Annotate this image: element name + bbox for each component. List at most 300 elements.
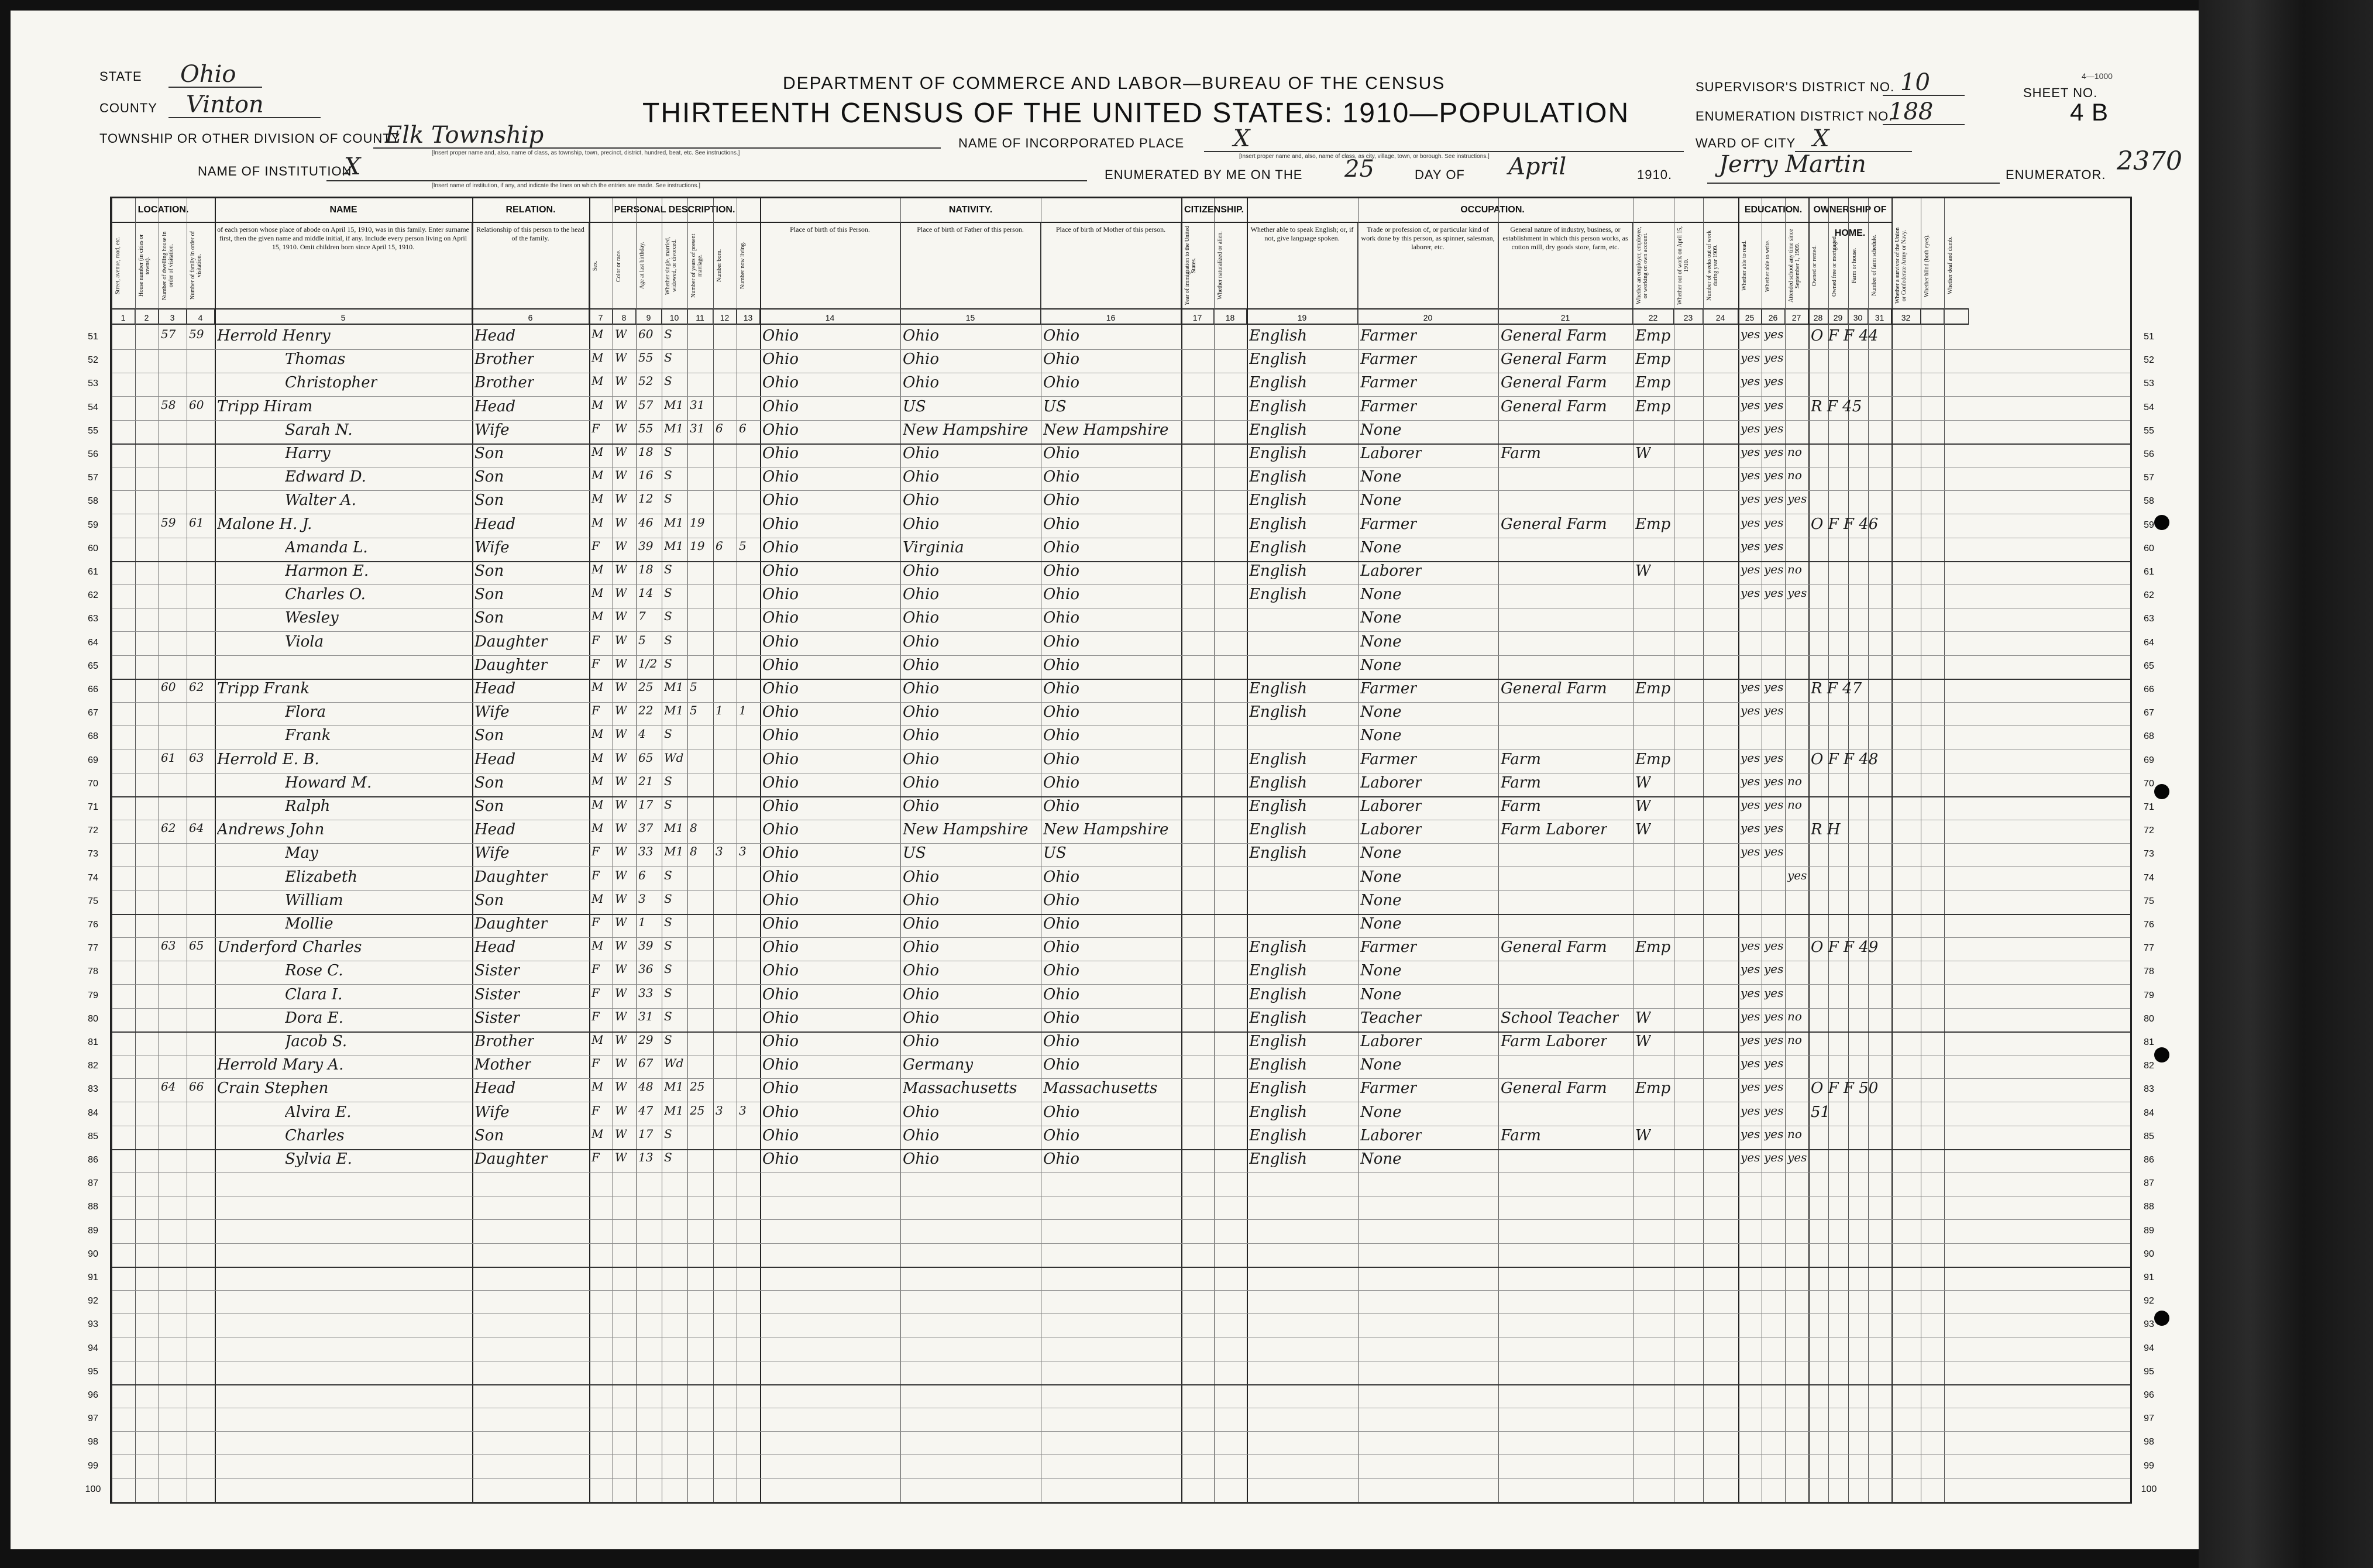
- scan-edge: [2199, 0, 2373, 1568]
- cell-sex: M: [591, 515, 604, 529]
- table-row: [88, 867, 2154, 891]
- cell-pob_person: Ohio: [762, 915, 799, 933]
- cell-write: yes: [1764, 468, 1784, 483]
- table-row: [88, 1078, 2154, 1102]
- cell-name: Charles: [285, 1126, 345, 1144]
- column-number: 2: [135, 308, 159, 325]
- cell-school: no: [1787, 797, 1802, 811]
- table-row: [88, 1172, 2154, 1196]
- cell-trade: Laborer: [1360, 821, 1422, 839]
- cell-name: Edward D.: [285, 468, 366, 486]
- line-number-left: 69: [88, 755, 98, 765]
- cell-relation: Head: [474, 515, 516, 533]
- cell-school: no: [1787, 773, 1802, 788]
- cell-race: W: [615, 1033, 627, 1047]
- cell-language: English: [1249, 844, 1308, 862]
- line-number-left: 52: [88, 355, 98, 366]
- table-row: [88, 608, 2154, 632]
- table-row: [88, 1455, 2154, 1479]
- table-row: [88, 1431, 2154, 1455]
- cell-pob_mother: Ohio: [1043, 491, 1080, 510]
- cell-race: W: [615, 1009, 627, 1023]
- cell-pob_father: Ohio: [903, 797, 940, 815]
- cell-sex: M: [591, 727, 604, 741]
- line-number-left: 73: [88, 849, 98, 859]
- cell-pob_person: Ohio: [762, 350, 799, 369]
- cell-read: yes: [1741, 1033, 1760, 1047]
- cell-relation: Head: [474, 327, 516, 345]
- column-header-house: House number (in cities or towns).: [135, 223, 159, 308]
- cell-write: yes: [1764, 985, 1784, 1000]
- cell-years_married: 31: [690, 421, 705, 435]
- cell-pob_person: Ohio: [762, 491, 799, 510]
- cell-write: yes: [1764, 350, 1784, 365]
- cell-family: 64: [189, 821, 204, 835]
- line-number-left: 99: [88, 1460, 98, 1471]
- cell-employer: W: [1635, 773, 1651, 792]
- cell-family: 65: [189, 938, 204, 953]
- cell-owned: O F F 46: [1811, 515, 1879, 533]
- line-number-right: 89: [2144, 1225, 2154, 1236]
- cell-write: yes: [1764, 515, 1784, 529]
- cell-write: yes: [1764, 773, 1784, 788]
- cell-race: W: [615, 985, 627, 1000]
- cell-pob_mother: Ohio: [1043, 891, 1080, 909]
- cell-pob_person: Ohio: [762, 468, 799, 486]
- line-number-right: 98: [2144, 1437, 2154, 1447]
- column-number: 11: [687, 308, 713, 325]
- line-number-right: 79: [2144, 990, 2154, 1000]
- line-number-left: 83: [88, 1084, 98, 1095]
- cell-name: Charles O.: [285, 586, 366, 604]
- cell-relation: Son: [474, 1126, 504, 1144]
- table-row: [88, 538, 2154, 562]
- cell-age: 14: [638, 586, 654, 600]
- column-header-mortgaged: Owned free or mortgaged.: [1828, 223, 1848, 308]
- cell-language: English: [1249, 350, 1308, 369]
- line-number-right: 100: [2141, 1484, 2157, 1494]
- cell-marital: Wd: [664, 750, 684, 765]
- institution-label: NAME OF INSTITUTION: [198, 164, 352, 178]
- line-number-left: 92: [88, 1296, 98, 1306]
- cell-pob_person: Ohio: [762, 562, 799, 580]
- cell-family: 62: [189, 680, 204, 694]
- cell-pob_person: Ohio: [762, 609, 799, 627]
- enum-district-value: 188: [1889, 98, 1934, 125]
- cell-pob_mother: Ohio: [1043, 985, 1080, 1003]
- cell-write: yes: [1764, 844, 1784, 859]
- line-number-right: 72: [2144, 826, 2154, 836]
- cell-pob_person: Ohio: [762, 397, 799, 415]
- table-row: [88, 1008, 2154, 1033]
- line-number-right: 93: [2144, 1319, 2154, 1330]
- table-row: [88, 584, 2154, 608]
- cell-pob_father: Germany: [903, 1056, 974, 1074]
- cell-marital: M1: [664, 821, 684, 835]
- cell-sex: M: [591, 562, 604, 576]
- line-number-right: 91: [2144, 1273, 2154, 1282]
- cell-language: English: [1249, 821, 1308, 839]
- cell-read: yes: [1741, 327, 1760, 341]
- cell-race: W: [615, 891, 627, 906]
- line-number-left: 90: [88, 1249, 98, 1259]
- cell-employer: Emp: [1635, 327, 1671, 345]
- cell-age: 48: [638, 1079, 654, 1094]
- line-number-left: 76: [88, 920, 98, 930]
- cell-industry: General Farm: [1501, 515, 1607, 533]
- cell-language: English: [1249, 1033, 1308, 1050]
- cell-trade: Farmer: [1360, 1079, 1417, 1098]
- enumerated-label: ENUMERATED BY ME ON THE: [1105, 167, 1303, 182]
- cell-pob_person: Ohio: [762, 703, 799, 721]
- table-row: [88, 326, 2154, 350]
- cell-marital: S: [664, 915, 672, 929]
- cell-owned: R F 47: [1811, 680, 1862, 697]
- cell-marital: S: [664, 632, 672, 647]
- cell-sex: M: [591, 680, 604, 694]
- table-row: [88, 467, 2154, 491]
- line-number-right: 86: [2144, 1155, 2154, 1165]
- cell-name: Malone H. J.: [217, 515, 312, 533]
- cell-race: W: [615, 962, 627, 976]
- cell-pob_person: Ohio: [762, 680, 799, 697]
- column-number: 24: [1703, 308, 1738, 325]
- line-number-right: 52: [2144, 355, 2154, 366]
- line-number-right: 96: [2144, 1390, 2154, 1400]
- line-number-left: 77: [88, 943, 98, 954]
- cell-name: Underford Charles: [217, 938, 362, 957]
- cell-pob_father: Ohio: [903, 491, 940, 510]
- cell-living: 1: [739, 703, 747, 718]
- cell-pob_person: Ohio: [762, 1033, 799, 1050]
- cell-industry: Farm: [1501, 750, 1541, 768]
- cell-years_married: 8: [690, 844, 697, 859]
- cell-race: W: [615, 915, 627, 929]
- cell-age: 3: [638, 891, 646, 906]
- line-number-right: 84: [2144, 1108, 2154, 1118]
- line-number-right: 70: [2144, 778, 2154, 789]
- cell-marital: M1: [664, 1079, 684, 1094]
- line-number-right: 87: [2144, 1178, 2154, 1189]
- cell-write: yes: [1764, 750, 1784, 765]
- cell-sex: M: [591, 397, 604, 412]
- cell-name: Howard M.: [285, 773, 372, 792]
- cell-relation: Son: [474, 586, 504, 604]
- cell-relation: Brother: [474, 374, 535, 392]
- cell-age: 60: [638, 327, 654, 341]
- cell-dwelling: 57: [161, 327, 176, 341]
- column-number: 28: [1808, 308, 1828, 325]
- line-number-left: 81: [88, 1037, 98, 1047]
- cell-read: yes: [1741, 586, 1760, 600]
- column-number: 7: [589, 308, 613, 325]
- cell-pob_person: Ohio: [762, 844, 799, 862]
- cell-marital: Wd: [664, 1056, 684, 1071]
- cell-marital: S: [664, 962, 672, 976]
- cell-dwelling: 63: [161, 938, 176, 953]
- cell-relation: Son: [474, 445, 504, 462]
- cell-age: 39: [638, 538, 654, 553]
- table-row: [88, 843, 2154, 867]
- cell-sex: F: [591, 985, 600, 1000]
- cell-relation: Head: [474, 750, 516, 768]
- cell-read: yes: [1741, 468, 1760, 483]
- line-number-left: 100: [85, 1484, 101, 1494]
- cell-pob_father: Ohio: [903, 1103, 940, 1121]
- cell-name: Dora E.: [285, 1009, 343, 1027]
- cell-sex: M: [591, 938, 604, 953]
- column-number: 14: [760, 308, 900, 325]
- cell-age: 67: [638, 1056, 654, 1071]
- cell-born: 3: [716, 844, 723, 859]
- cell-read: yes: [1741, 491, 1760, 506]
- cell-trade: None: [1360, 915, 1402, 933]
- cell-name: Tripp Hiram: [217, 397, 313, 415]
- cell-trade: None: [1360, 1150, 1402, 1168]
- cell-school: no: [1787, 1126, 1802, 1141]
- cell-age: 37: [638, 821, 654, 835]
- cell-pob_person: Ohio: [762, 750, 799, 768]
- line-number-left: 64: [88, 637, 98, 648]
- cell-race: W: [615, 515, 627, 529]
- cell-write: yes: [1764, 327, 1784, 341]
- column-number: 16: [1041, 308, 1181, 325]
- line-number-right: 58: [2144, 496, 2154, 507]
- column-header-immigration: Year of immigration to the United States.: [1181, 223, 1214, 308]
- day-of-label: DAY OF: [1415, 167, 1465, 182]
- cell-pob_person: Ohio: [762, 586, 799, 604]
- cell-race: W: [615, 632, 627, 647]
- table-row: [88, 679, 2154, 703]
- cell-write: yes: [1764, 491, 1784, 506]
- census-grid: [85, 197, 2157, 1504]
- cell-pob_mother: Ohio: [1043, 1150, 1080, 1168]
- table-row: [88, 796, 2154, 820]
- cell-owned: O F F 49: [1811, 938, 1879, 957]
- cell-pob_father: Ohio: [903, 515, 940, 533]
- cell-pob_mother: Ohio: [1043, 1033, 1080, 1050]
- cell-read: yes: [1741, 350, 1760, 365]
- cell-dwelling: 62: [161, 821, 176, 835]
- cell-pob_mother: Ohio: [1043, 962, 1080, 980]
- table-row: [88, 1196, 2154, 1220]
- cell-trade: Farmer: [1360, 515, 1417, 533]
- table-row: [88, 773, 2154, 797]
- cell-pob_father: Ohio: [903, 1009, 940, 1027]
- table-row: [88, 1149, 2154, 1173]
- cell-trade: None: [1360, 468, 1402, 486]
- table-row: [88, 1408, 2154, 1432]
- cell-pob_person: Ohio: [762, 445, 799, 462]
- line-number-left: 62: [88, 590, 98, 601]
- cell-sex: M: [591, 773, 604, 788]
- cell-read: yes: [1741, 1103, 1760, 1117]
- cell-relation: Son: [474, 727, 504, 745]
- table-row: [88, 985, 2154, 1009]
- line-number-right: 80: [2144, 1013, 2154, 1024]
- sheet-value: 4 B: [2070, 98, 2109, 126]
- line-number-left: 74: [88, 872, 98, 883]
- department-title: DEPARTMENT OF COMMERCE AND LABOR—BUREAU OF THE CENSUS: [783, 74, 1446, 93]
- column-number: 23: [1674, 308, 1703, 325]
- column-number: 29: [1828, 308, 1848, 325]
- table-row: [88, 1220, 2154, 1244]
- table-row: [88, 1337, 2154, 1361]
- cell-pob_father: Virginia: [903, 538, 964, 556]
- cell-sex: M: [591, 1126, 604, 1141]
- column-number: 25: [1738, 308, 1762, 325]
- cell-pob_mother: Ohio: [1043, 609, 1080, 627]
- cell-pob_mother: Ohio: [1043, 915, 1080, 933]
- cell-trade: None: [1360, 1056, 1402, 1074]
- cell-sex: M: [591, 468, 604, 483]
- column-number: 12: [713, 308, 737, 325]
- line-number-right: 94: [2144, 1343, 2154, 1353]
- cell-sex: F: [591, 962, 600, 976]
- cell-relation: Wife: [474, 703, 510, 721]
- cell-sex: F: [591, 421, 600, 435]
- line-number-left: 54: [88, 402, 98, 412]
- column-number: 10: [662, 308, 687, 325]
- cell-race: W: [615, 1079, 627, 1094]
- cell-language: English: [1249, 1079, 1308, 1098]
- line-number-right: 92: [2144, 1296, 2154, 1306]
- county-line: [168, 117, 321, 118]
- cell-pob_person: Ohio: [762, 773, 799, 792]
- group-header-occupation: OCCUPATION.: [1247, 198, 1739, 223]
- cell-trade: Laborer: [1360, 445, 1422, 462]
- cell-trade: Farmer: [1360, 327, 1417, 345]
- column-header-school: Attended school any time since September 1, 1909.: [1785, 223, 1808, 308]
- cell-read: yes: [1741, 797, 1760, 811]
- cell-age: 17: [638, 1126, 654, 1141]
- cell-read: yes: [1741, 374, 1760, 388]
- line-number-left: 97: [88, 1414, 98, 1424]
- column-number: 4: [187, 308, 215, 325]
- column-number: 31: [1868, 308, 1891, 325]
- cell-race: W: [615, 350, 627, 365]
- column-header-trade: Trade or profession of, or particular kind of work done by this person, as spinner, salesman, laborer, etc.: [1358, 223, 1498, 308]
- cell-industry: Farm Laborer: [1501, 1033, 1608, 1050]
- line-number-left: 78: [88, 967, 98, 977]
- cell-dwelling: 64: [161, 1079, 176, 1094]
- cell-pob_father: Ohio: [903, 1150, 940, 1168]
- cell-read: yes: [1741, 1079, 1760, 1094]
- state-value: Ohio: [180, 61, 236, 88]
- cell-pob_father: Ohio: [903, 680, 940, 697]
- line-number-right: 90: [2144, 1249, 2154, 1259]
- cell-write: yes: [1764, 1150, 1784, 1164]
- cell-sex: M: [591, 797, 604, 811]
- cell-employer: Emp: [1635, 750, 1671, 768]
- cell-trade: Laborer: [1360, 773, 1422, 792]
- ward-label: WARD OF CITY: [1696, 136, 1796, 150]
- table-row: [88, 632, 2154, 656]
- line-number-right: 74: [2144, 872, 2154, 883]
- column-header-living: Number now living.: [737, 223, 760, 308]
- enum-district-line: [1883, 124, 1965, 125]
- cell-pob_father: Ohio: [903, 868, 940, 886]
- cell-dwelling: 60: [161, 680, 176, 694]
- table-row: [88, 514, 2154, 538]
- line-number-right: 66: [2144, 685, 2154, 694]
- township-value: Elk Township: [385, 122, 544, 149]
- cell-language: English: [1249, 1150, 1308, 1168]
- cell-name: Herrold E. B.: [217, 750, 319, 768]
- column-header-farm_house: Farm or house.: [1848, 223, 1868, 308]
- cell-language: English: [1249, 703, 1308, 721]
- column-number: 32: [1891, 308, 1921, 325]
- cell-relation: Sister: [474, 1009, 520, 1027]
- line-number-left: 91: [88, 1273, 98, 1282]
- line-number-left: 66: [88, 685, 98, 694]
- cell-years_married: 25: [690, 1103, 705, 1117]
- incorporated-label: NAME OF INCORPORATED PLACE: [958, 136, 1185, 150]
- cell-marital: S: [664, 586, 672, 600]
- line-number-left: 87: [88, 1178, 98, 1189]
- cell-age: 6: [638, 868, 646, 882]
- line-number-left: 95: [88, 1366, 98, 1377]
- cell-school: yes: [1787, 491, 1807, 506]
- table-row: [88, 914, 2154, 938]
- cell-years_married: 19: [690, 538, 705, 553]
- line-number-right: 95: [2144, 1366, 2154, 1377]
- table-row: [88, 1102, 2154, 1126]
- cell-sex: F: [591, 915, 600, 929]
- cell-name: Amanda L.: [285, 538, 368, 556]
- cell-sex: M: [591, 491, 604, 506]
- line-number-left: 55: [88, 425, 98, 436]
- column-header-years_married: Number of years of present marriage.: [687, 223, 713, 308]
- line-number-right: 75: [2144, 896, 2154, 906]
- cell-pob_mother: US: [1043, 844, 1067, 862]
- line-number-right: 82: [2144, 1061, 2154, 1071]
- cell-pob_mother: Ohio: [1043, 1009, 1080, 1027]
- cell-read: yes: [1741, 938, 1760, 953]
- cell-age: 22: [638, 703, 654, 718]
- column-number: 5: [215, 308, 472, 325]
- line-number-right: 97: [2144, 1414, 2154, 1424]
- cell-age: 46: [638, 515, 654, 529]
- cell-pob_father: Ohio: [903, 985, 940, 1003]
- line-number-right: 62: [2144, 590, 2154, 601]
- cell-read: yes: [1741, 538, 1760, 553]
- table-row: [88, 490, 2154, 514]
- cell-pob_person: Ohio: [762, 891, 799, 909]
- cell-name: Flora: [285, 703, 326, 721]
- column-header-weeks_out: Number of weeks out of work during year 1909.: [1703, 223, 1738, 308]
- table-row: [88, 443, 2154, 467]
- cell-age: 16: [638, 468, 654, 483]
- column-header-write: Whether able to write.: [1762, 223, 1785, 308]
- cell-pob_mother: Ohio: [1043, 938, 1080, 957]
- cell-school: no: [1787, 562, 1802, 576]
- table-row: [88, 961, 2154, 985]
- column-number: 9: [636, 308, 662, 325]
- column-header-out_of_work: Whether out of work on April 15, 1910.: [1674, 223, 1703, 308]
- state-label: STATE: [99, 69, 142, 84]
- cell-trade: None: [1360, 421, 1402, 439]
- cell-trade: Laborer: [1360, 562, 1422, 580]
- group-header-citizenship: CITIZENSHIP.: [1181, 198, 1248, 223]
- column-number: 1: [112, 308, 135, 325]
- cell-age: 55: [638, 421, 654, 435]
- table-row: [88, 420, 2154, 445]
- cell-name: William: [285, 891, 343, 909]
- cell-marital: M1: [664, 515, 684, 529]
- cell-marital: S: [664, 350, 672, 365]
- cell-employer: Emp: [1635, 397, 1671, 415]
